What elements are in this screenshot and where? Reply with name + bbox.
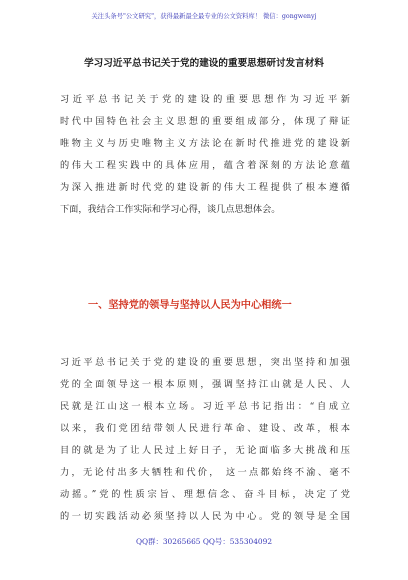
intro-paragraph [60,89,350,221]
header-promo-note: 关注头条号"公文研究"，获得最新最全最专业的公文资料库！ 微信：gongwenyj [91,13,317,20]
body-line: 力，无论付出多大牺牲和代价， 这一点都始终不渝、毫不 [60,467,350,478]
intro-line: 时代中国特色社会主义思想的重要组成部分，体现了辩证 [60,116,350,127]
section-heading: 一、坚持党的领导与坚持以人民为中心相统一 [88,299,292,311]
intro-line: 下面，我结合工作实际和学习心得，谈几点思想体会。 [60,204,281,215]
body-line: 习近平总书记关于党的建设的重要思想，突出坚持和加强 [60,357,350,368]
intro-line: 的伟大工程实践中的具体应用，蕴含着深刻的方法论意蕴 [60,160,350,171]
body-line: 民就是江山这一根本立场。习近平总书记指出：“自成立 [60,401,350,412]
intro-line: 唯物主义与历史唯物主义方法论在新时代推进党的建设新 [60,138,350,149]
footer-contact-note: QQ群：30265665 QQ号：535304092 [135,537,273,546]
body-line: 党的全面领导这一根本原则，强调坚持江山就是人民、人 [60,379,350,390]
body-line: 目的就是为了让人民过上好日子，无论面临多大挑战和压 [60,445,350,456]
document-title: 学习习近平总书记关于党的建设的重要思想研讨发言材料 [84,58,324,69]
intro-line: 为深入推进新时代党的建设新的伟大工程提供了根本遵循 [60,182,350,193]
intro-line: 习近平总书记关于党的建设的重要思想作为习近平新 [60,94,350,105]
body-line: 动摇。”党的性质宗旨、理想信念、奋斗目标，决定了党 [60,489,350,500]
body-line: 以来，我们党团结带领人民进行革命、建设、改革，根本 [60,423,350,434]
body-paragraph [60,352,350,528]
body-line: 的一切实践活动必须坚持以人民为中心。党的领导是全国 [60,511,350,522]
